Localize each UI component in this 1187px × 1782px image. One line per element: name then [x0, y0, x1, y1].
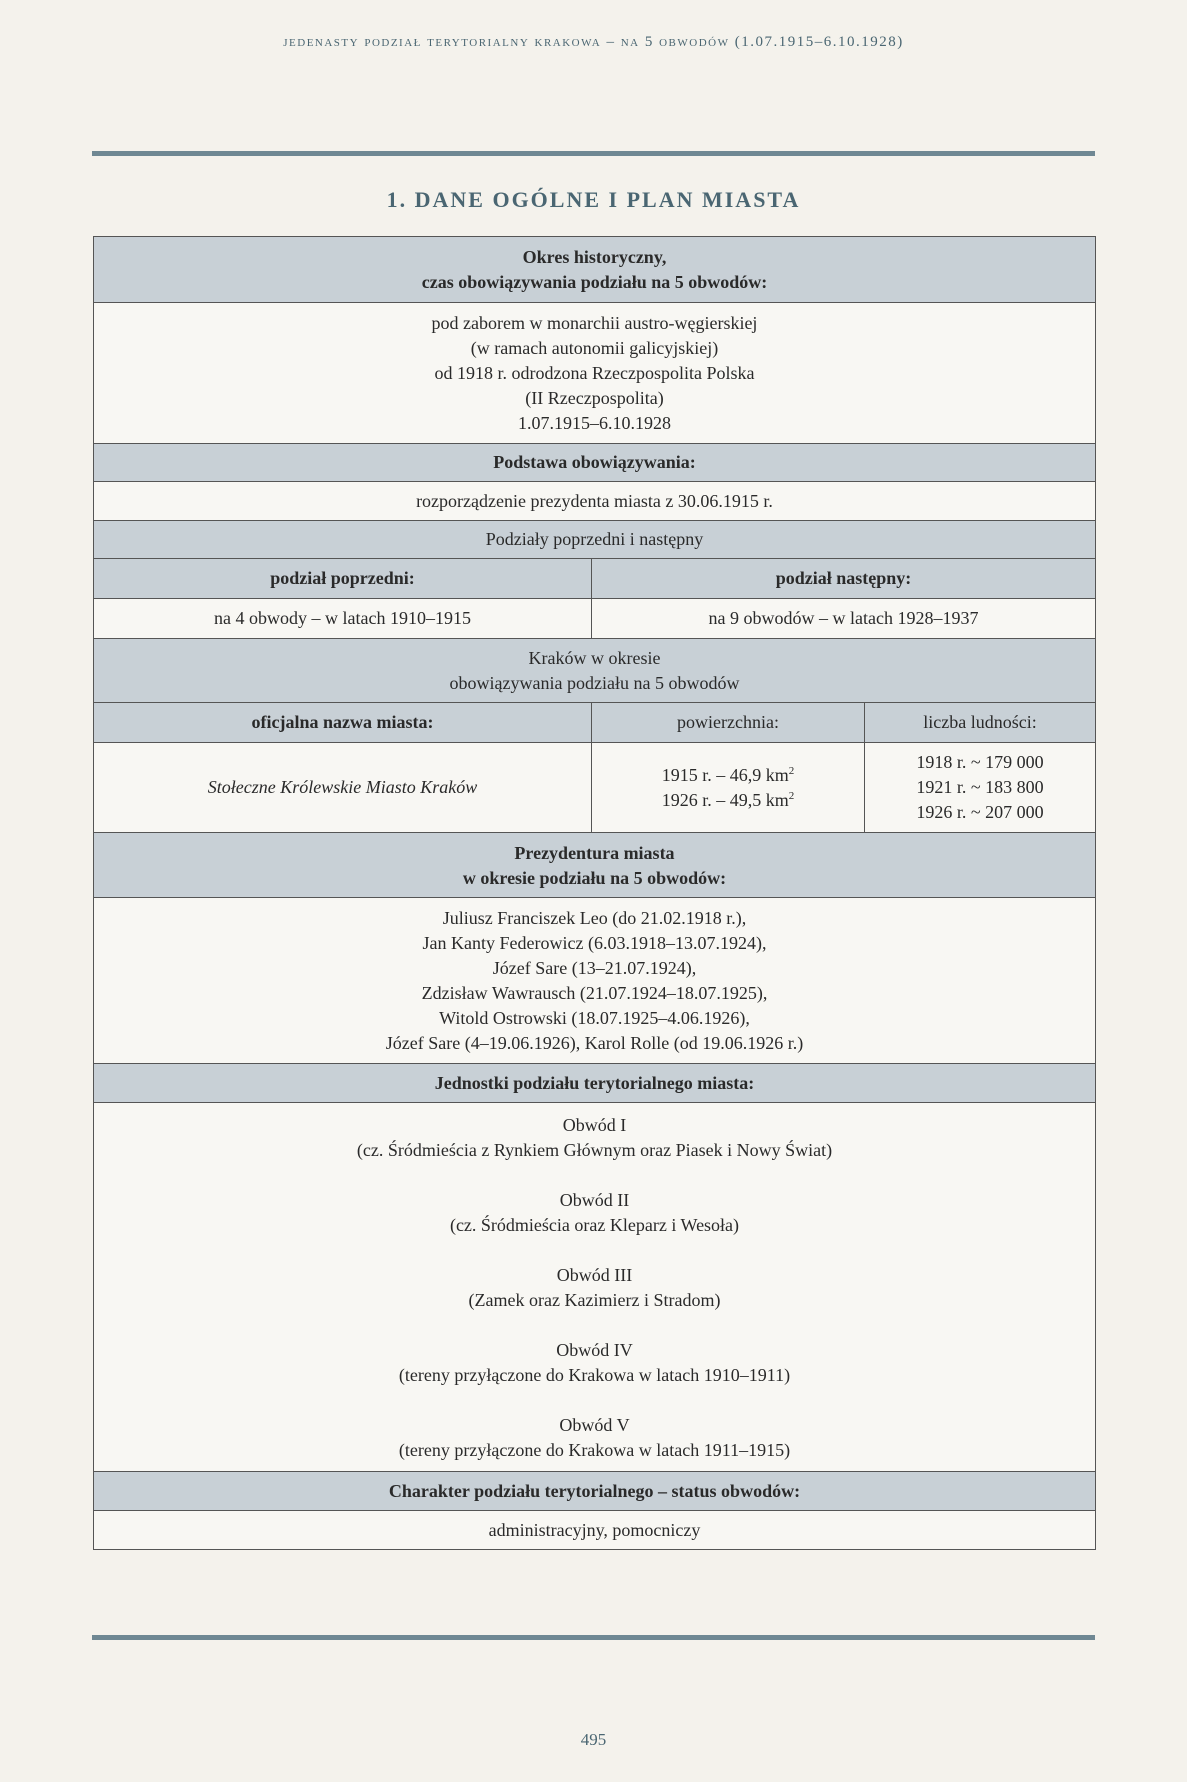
unit-name: Obwód III — [556, 1265, 633, 1285]
next-division-value: na 9 obwodów – w latach 1928–1937 — [592, 599, 1095, 638]
header-line: Kraków w okresie — [528, 648, 661, 668]
unit-name: Obwód IV — [556, 1340, 633, 1360]
population-line: 1918 r. ~ 179 000 — [916, 752, 1044, 772]
president-line: Józef Sare (13–21.07.1924), — [492, 958, 697, 978]
character-value: administracyjny, pomocniczy — [94, 1511, 1095, 1549]
president-line: Juliusz Franciszek Leo (do 21.02.1918 r.), — [442, 908, 747, 928]
unit-item — [94, 1188, 1095, 1238]
header-line: czas obowiązywania podziału na 5 obwodów: — [421, 272, 768, 292]
bottom-rule — [92, 1635, 1095, 1640]
unit-item — [94, 1263, 1095, 1313]
president-line: Jan Kanty Federowicz (6.03.1918–13.07.1924), — [422, 933, 767, 953]
unit-desc: (cz. Śródmieścia z Rynkiem Głównym oraz Piasek i Nowy Świat) — [356, 1140, 833, 1160]
value-line: od 1918 r. odrodzona Rzeczpospolita Polska — [434, 363, 755, 383]
previous-division-label: podział poprzedni: — [94, 559, 592, 598]
city-header — [94, 639, 1095, 703]
units-list — [94, 1103, 1095, 1472]
section-title: 1. DANE OGÓLNE I PLAN MIASTA — [386, 187, 801, 212]
character-header: Charakter podziału terytorialnego – status obwodów: — [94, 1472, 1095, 1511]
unit-desc: (cz. Śródmieścia oraz Kleparz i Wesoła) — [449, 1215, 740, 1235]
top-rule — [92, 151, 1095, 156]
legal-basis-header: Podstawa obowiązywania: — [94, 444, 1095, 482]
header-line: Prezydentura miasta — [514, 843, 675, 863]
unit-item — [94, 1338, 1095, 1388]
presidency-header — [94, 833, 1095, 898]
city-official-name: Stołeczne Królewskie Miasto Kraków — [207, 777, 478, 797]
legal-basis-value: rozporządzenie prezydenta miasta z 30.06.1915 r. — [94, 482, 1095, 521]
area-text: 1915 r. – 46,9 km — [661, 764, 789, 785]
presidency-value — [94, 898, 1095, 1064]
running-head: jedenasty podział terytorialny krakowa – na 5 obwodów (1.07.1915–6.10.1928) — [283, 34, 904, 50]
unit-item — [94, 1413, 1095, 1463]
area-value — [592, 743, 865, 832]
header-line: obowiązywania podziału na 5 obwodów — [449, 673, 740, 693]
president-line: Zdzisław Wawrausch (21.07.1924–18.07.1925), — [421, 983, 768, 1003]
area-text: 1926 r. – 49,5 km — [661, 789, 789, 810]
unit-name: Obwód V — [559, 1415, 630, 1435]
historical-period-header — [94, 237, 1095, 303]
value-line: (II Rzeczpospolita) — [525, 388, 664, 408]
value-line: (w ramach autonomii galicyjskiej) — [470, 338, 719, 358]
city-name-label: oficjalna nazwa miasta: — [94, 703, 592, 742]
city-name-value — [94, 743, 592, 832]
historical-period-value — [94, 303, 1095, 444]
page-number: 495 — [580, 1730, 607, 1749]
population-value — [865, 743, 1095, 832]
president-line: Witold Ostrowski (18.07.1925–4.06.1926), — [439, 1008, 750, 1028]
unit-desc: (tereny przyłączone do Krakowa w latach 1910–1911) — [398, 1365, 791, 1385]
unit-sup: 2 — [788, 764, 795, 777]
unit-desc: (Zamek oraz Kazimierz i Stradom) — [468, 1290, 721, 1310]
population-line: 1926 r. ~ 207 000 — [916, 802, 1044, 822]
president-line: Józef Sare (4–19.06.1926), Karol Rolle (od 19.06.1926 r.) — [385, 1033, 804, 1053]
next-division-label: podział następny: — [592, 559, 1095, 598]
divisions-header: Podziały poprzedni i następny — [94, 521, 1095, 559]
population-line: 1921 r. ~ 183 800 — [916, 777, 1044, 797]
area-line — [592, 788, 864, 813]
population-label: liczba ludności: — [865, 703, 1095, 742]
unit-item — [94, 1113, 1095, 1163]
area-line — [592, 763, 864, 788]
header-line: Okres historyczny, — [522, 247, 667, 267]
previous-division-value: na 4 obwody – w latach 1910–1915 — [94, 599, 592, 638]
unit-name: Obwód II — [559, 1190, 630, 1210]
value-line: pod zaborem w monarchii austro-węgierskiej — [431, 313, 758, 333]
unit-name: Obwód I — [562, 1115, 627, 1135]
unit-desc: (tereny przyłączone do Krakowa w latach 1911–1915) — [398, 1440, 791, 1460]
unit-sup: 2 — [788, 789, 795, 802]
area-label: powierzchnia: — [592, 703, 865, 742]
header-line: w okresie podziału na 5 obwodów: — [462, 868, 727, 888]
units-header: Jednostki podziału terytorialnego miasta: — [94, 1064, 1095, 1103]
value-line: 1.07.1915–6.10.1928 — [518, 413, 671, 433]
data-sheet — [93, 236, 1096, 1550]
